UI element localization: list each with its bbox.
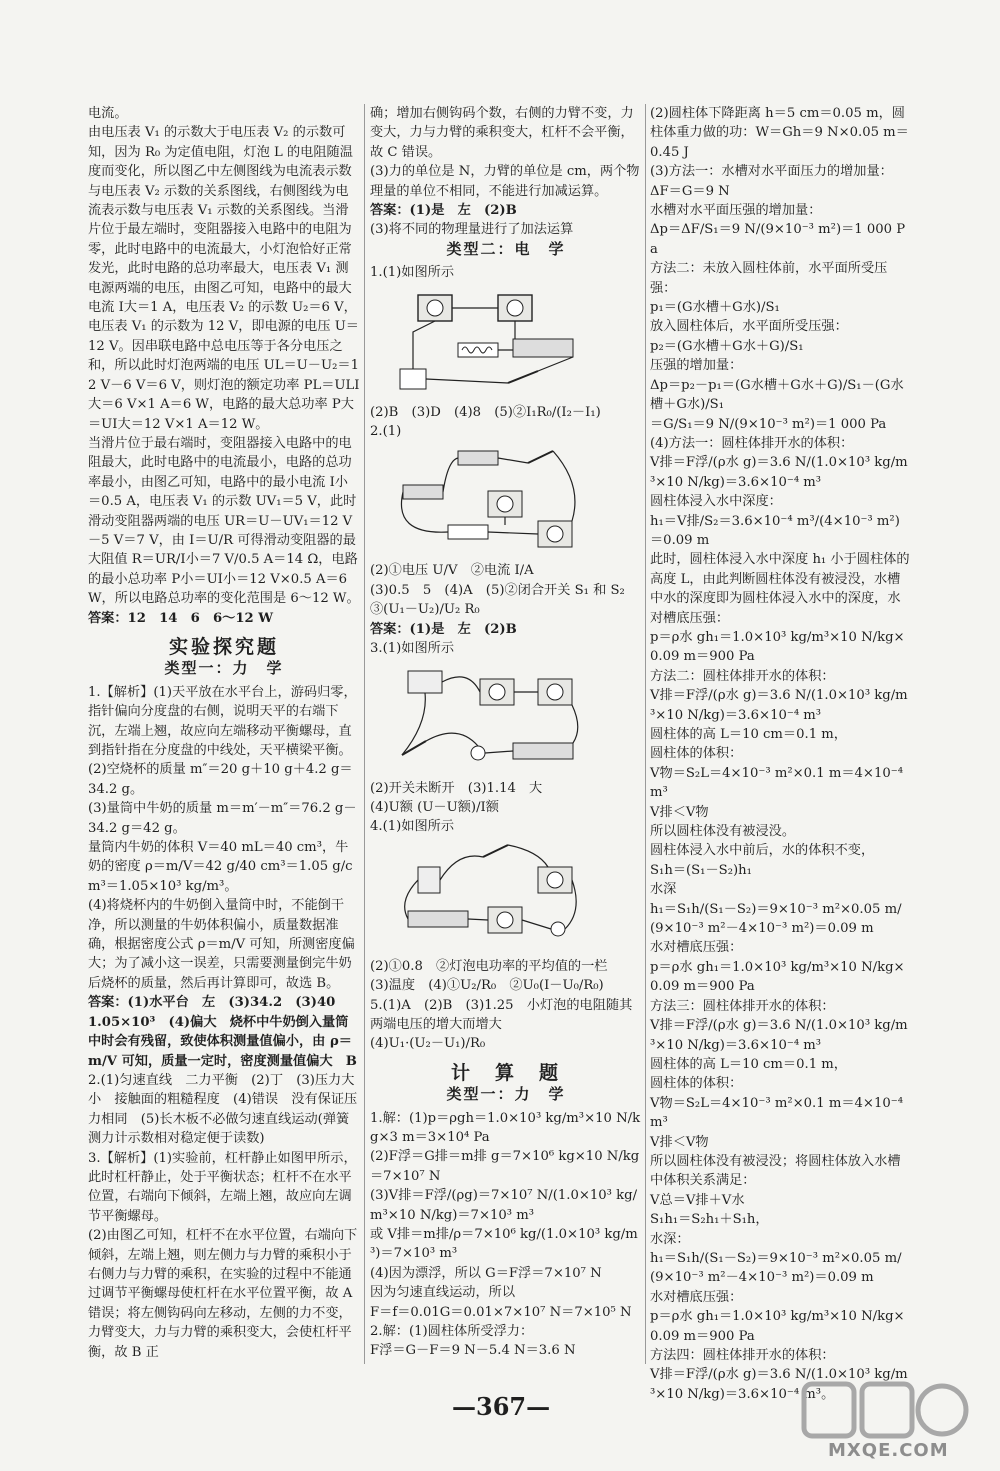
- paragraph: (3)量筒中牛奶的质量 m＝m′－m″＝76.2 g－34.2 g＝42 g。: [88, 801, 357, 836]
- answer-line: (2)①0.8 ②灯泡电功率的平均值的一栏: [370, 958, 608, 974]
- column-divider: [364, 104, 365, 1364]
- paragraph: 圆柱体浸入水中深度：: [650, 494, 782, 510]
- circuit-diagram-3: [388, 663, 642, 773]
- question-1: 1.(1)如图所示: [370, 265, 455, 281]
- subsection-title-electricity: 类型二：电 学: [446, 239, 566, 258]
- watermark-text: MXQE.COM: [828, 1440, 949, 1461]
- paragraph: 方法三：圆柱体排开水的体积：: [650, 998, 835, 1014]
- paragraph: 水对槽底压强：: [650, 940, 743, 956]
- paragraph: p＝ρ水 gh₁＝1.0×10³ kg/m³×10 N/kg×0.09 m＝900 Pa: [650, 629, 905, 665]
- paragraph: h₁＝V排/S₂＝3.6×10⁻⁴ m³/(4×10⁻³ m²)＝0.09 m: [650, 513, 900, 548]
- answer-line: 答案：(1)是 左 (2)B: [370, 203, 517, 219]
- paragraph: 所以圆柱体没有被浸没；将圆柱体放入水槽中体积关系满足：: [650, 1153, 901, 1189]
- paragraph: V排＝F浮/(ρ水 g)＝3.6 N/(1.0×10³ kg/m³×10 N/kg)＝3.6×10⁻⁴ m³。: [650, 1367, 908, 1402]
- paragraph: (4)将烧杯内的牛奶倒入量筒中时，不能倒干净，所以测量的牛奶体积偏小，质量数据准确，根据密度公式 ρ＝m/V 可知，所测密度偏大；为了减小这一误差，只需要测量倒完牛奶后烧杯的质量，然后再计算即可，故选 B。: [88, 898, 355, 991]
- answer-line: 答案：(1)水平台 左 (3)34.2 (3)40 1.05×10³ (4)偏大 烧杯中牛奶倒入量筒中时会有残留，致使体积测量值偏小，由 ρ＝m/V 可知，质量一定时，密度测量值偏大 B: [88, 995, 357, 1069]
- paragraph: V排＝F浮/(ρ水 g)＝3.6 N/(1.0×10³ kg/m³×10 N/kg)＝3.6×10⁻⁴ m³: [650, 455, 908, 490]
- column-left: [88, 104, 360, 1362]
- paragraph: 方法四：圆柱体排开水的体积：: [650, 1348, 835, 1363]
- subsection-title-mechanics-2: 类型一：力 学: [446, 1085, 566, 1104]
- paragraph: p＝ρ水 gh₁＝1.0×10³ kg/m³×10 N/kg×0.09 m＝900 Pa: [650, 959, 905, 995]
- section-title-calculation: 计 算 题: [450, 1061, 561, 1084]
- answer-line: (2)开关未断开 (3)1.14 大: [370, 780, 543, 796]
- question-3: 3.(1)如图所示: [370, 641, 455, 657]
- paragraph: p₁＝(G水槽＋G水)/S₁: [650, 300, 780, 316]
- paragraph: 圆柱体浸入水中前后，水的体积不变，: [650, 843, 875, 859]
- paragraph: V排＝F浮/(ρ水 g)＝3.6 N/(1.0×10³ kg/m³×10 N/kg)＝3.6×10⁻⁴ m³: [650, 688, 908, 723]
- paragraph: 2.解：(1)圆柱体所受浮力：: [370, 1324, 534, 1340]
- paragraph: ΔF＝G＝9 N: [650, 183, 730, 199]
- paragraph: Δp＝ΔF/S₁＝9 N/(9×10⁻³ m²)＝1 000 Pa: [650, 222, 906, 257]
- paragraph: (3)力的单位是 N，力臂的单位是 cm，两个物理量的单位不相同，不能进行加减运算。: [370, 164, 640, 199]
- paragraph: 量筒内牛奶的体积 V＝40 mL＝40 cm³，牛奶的密度 ρ＝m/V＝42 g/40 cm³＝1.05 g/cm³＝1.05×10³ kg/m³。: [88, 840, 353, 894]
- paragraph: 此时，圆柱体浸入水中深度 h₁ 小于圆柱体的高度 L，由此判断圆柱体没有被浸没，水槽中水的深度即为圆柱体浸入水中的深度，水对槽底压强：: [650, 552, 910, 626]
- subsection-title-mechanics: 类型一：力 学: [164, 659, 284, 678]
- circuit-diagram-1: [388, 287, 642, 397]
- paragraph: V总＝V排＋V水: [650, 1192, 745, 1208]
- paragraph: 由电压表 V₁ 的示数大于电压表 V₂ 的示数可知，因为 R₀ 为定值电阻，灯泡 L 的电阻随温度而变化，所以图乙中左侧图线为电流表示数与电压表 V₂ 示数的关系图线，右侧图线为电流表示数与电压表 V₁ 示数的关系图线。当滑片位于最左端时，变阻器接入电路中的电阻为零，此时电路中的电流最大，小灯泡恰好正常发光，此时电路的总功率最大，电压表 V₁ 测电源两端的电压，由图乙可知，电路中的最大电流 I大＝1 A，电压表 V₂ 的示数 U₂＝6 V，电压表 V₁ 的示数为 12 V，即电源的电压 U＝12 V。因串联电路中总电压等于各分电压之和，所以此时灯泡两端的电压 UL＝U－U₂＝12 V－6 V＝6 V，则灯泡的额定功率 PL＝ULI大＝6 V×1 A＝6 W，电路的最大总功率 P大＝UI大＝12 V×1 A＝12 W。: [88, 125, 360, 432]
- answer-line: 答案：12 14 6 6～12 W: [88, 610, 274, 626]
- section-title-experiment: 实验探究题: [168, 635, 279, 658]
- paragraph: 因为匀速直线运动，所以: [370, 1285, 516, 1301]
- paragraph: 方法二：圆柱体排开水的体积：: [650, 668, 835, 684]
- paragraph: h₁＝S₁h/(S₁－S₂)＝9×10⁻³ m²×0.05 m/(9×10⁻³ m²－4×10⁻³ m²)＝0.09 m: [650, 1250, 902, 1286]
- paragraph: 所以圆柱体没有被浸没。: [650, 824, 796, 840]
- paragraph: V物＝S₂L＝4×10⁻³ m²×0.1 m＝4×10⁻⁴ m³: [650, 765, 908, 801]
- paragraph: 圆柱体的体积：: [650, 1076, 743, 1092]
- paragraph: 圆柱体的高 L＝10 cm＝0.1 m，: [650, 1056, 847, 1072]
- paragraph: 水槽对水平面压强的增加量：: [650, 203, 822, 219]
- paragraph: ＝G/S₁＝9 N/(9×10⁻³ m²)＝1 000 Pa: [650, 416, 887, 432]
- answer-line: (2)B (3)D (4)8 (5)②I₁R₀/(I₂－I₁): [370, 404, 601, 420]
- paragraph: F浮＝G－F＝9 N－5.4 N＝3.6 N: [370, 1343, 576, 1359]
- answer-line: (3)温度 (4)①U₂/R₀ ②U₀(I－U₀/R₀): [370, 978, 604, 994]
- column-right: [650, 104, 912, 1404]
- answer-line: (4)U额 (U－U额)/I额: [370, 799, 499, 815]
- paragraph: S₁h₁＝S₂h₁＋S₁h，: [650, 1212, 769, 1228]
- paragraph: 1.【解析】(1)天平放在水平台上，游码归零，指针偏向分度盘的右侧，说明天平的右端下沉，左端上翘，故应向左端移动平衡螺母，直到指针指在分度盘的中线处，天平横梁平衡。: [88, 684, 357, 758]
- paragraph: (4)方法一：圆柱体排开水的体积：: [650, 435, 854, 451]
- paragraph: 圆柱体的高 L＝10 cm＝0.1 m，: [650, 727, 847, 742]
- paragraph: (3)V排＝F浮/(ρg)＝7×10⁷ N/(1.0×10³ kg/m³×10 N/kg)＝7×10³ m³: [370, 1188, 638, 1223]
- paragraph: Δp＝p₂－p₁＝(G水槽＋G水＋G)/S₁－(G水槽＋G水)/S₁: [650, 377, 904, 413]
- paragraph: h₁＝S₁h/(S₁－S₂)＝9×10⁻³ m²×0.05 m/(9×10⁻³ m²－4×10⁻³ m²)＝0.09 m: [650, 901, 902, 937]
- question-2: 2.(1): [370, 424, 402, 440]
- paragraph: p₂＝(G水槽＋G水＋G)/S₁: [650, 338, 804, 354]
- answer-line: (2)①电压 U/V ②电流 I/A: [370, 563, 534, 579]
- paragraph: 方法二：未放入圆柱体前，水平面所受压强：: [650, 261, 888, 296]
- question-4: 4.(1)如图所示: [370, 819, 455, 835]
- paragraph: (4)因为漂浮，所以 G＝F浮＝7×10⁷ N: [370, 1265, 602, 1281]
- paragraph: (3)方法一：水槽对水平面压力的增加量：: [650, 164, 893, 180]
- paragraph: 当滑片位于最右端时，变阻器接入电路中的电阻最大，此时电路中的电流最小，电路的总功率最小，由图乙可知，电路中的最小电流 I小＝0.5 A，电压表 V₁ 的示数 UV₁＝5 V，此时滑动变阻器两端的电压 UR＝U－UV₁＝12 V－5 V＝7 V，由 I＝U/R 可得滑动变阻器的最大阻值 R＝UR/I小＝7 V/0.5 A＝14 Ω，电路的最小总功率 P小＝UI小＝12 V×0.5 A＝6 W，所以电路总功率的变化范围是 6～12 W。: [88, 435, 360, 607]
- paragraph: 1.解：(1)p＝ρgh＝1.0×10³ kg/m³×10 N/kg×3 m＝3×10⁴ Pa: [370, 1110, 641, 1145]
- paragraph: 电流。: [88, 106, 128, 121]
- paragraph: 水对槽底压强：: [650, 1289, 743, 1305]
- paragraph: V物＝S₂L＝4×10⁻³ m²×0.1 m＝4×10⁻⁴ m³: [650, 1095, 908, 1131]
- paragraph: (2)F浮＝G排＝m排 g＝7×10⁶ kg×10 N/kg＝7×10⁷ N: [370, 1149, 640, 1184]
- answer-line: (3)0.5 5 (4)A (5)②闭合开关 S₁ 和 S₂ ③(U₁－U₂)/U₂ R₀: [370, 582, 639, 618]
- paragraph: 水深：: [650, 1231, 690, 1247]
- circuit-diagram-4: [388, 841, 642, 951]
- paragraph: V排＝F浮/(ρ水 g)＝3.6 N/(1.0×10³ kg/m³×10 N/kg)＝3.6×10⁻⁴ m³: [650, 1018, 908, 1053]
- answer-line: 答案：(1)是 左 (2)B: [370, 621, 517, 637]
- column-middle: [370, 104, 642, 1361]
- paragraph: V排＜V物: [650, 1134, 709, 1150]
- paragraph: S₁h＝(S₁－S₂)h₁: [650, 862, 752, 878]
- paragraph: (2)空烧杯的质量 m″＝20 g＋10 g＋4.2 g＝34.2 g。: [88, 762, 353, 797]
- paragraph: 2.(1)匀速直线 二力平衡 (2)丁 (3)压力大小 接触面的粗糙程度 (4)错误 没有保证压力相同 (5)长木板不必做匀速直线运动(弹簧测力计示数相对稳定便于读数): [88, 1072, 358, 1147]
- circuit-diagram-2: [388, 445, 642, 555]
- answer-line: (4)U₁·(U₂－U₁)/R₀: [370, 1036, 486, 1052]
- paragraph: F＝f＝0.01G＝0.01×7×10⁷ N＝7×10⁵ N: [370, 1304, 632, 1320]
- column-divider: [645, 104, 646, 1364]
- paragraph: 水深: [650, 882, 677, 898]
- paragraph: (2)圆柱体下降距离 h＝5 cm＝0.05 m，圆柱体重力做的功：W＝Gh＝9 N×0.05 m＝0.45 J: [650, 106, 909, 160]
- answer-line: 5.(1)A (2)B (3)1.25 小灯泡的电阻随其两端电压的增大而增大: [370, 997, 633, 1032]
- paragraph: 压强的增加量：: [650, 358, 743, 374]
- paragraph: p＝ρ水 gh₁＝1.0×10³ kg/m³×10 N/kg×0.09 m＝900 Pa: [650, 1309, 905, 1344]
- paragraph: 圆柱体的体积：: [650, 746, 743, 762]
- paragraph: 确；增加右侧钩码个数，右侧的力臂不变，力变大，力与力臂的乘积变大，杠杆不会平衡，故 C 错误。: [370, 106, 634, 160]
- paragraph: (2)由图乙可知，杠杆不在水平位置，右端向下倾斜，左端上翘，则左侧力与力臂的乘积小于右侧力与力臂的乘积，在实验的过程中不能通过调节平衡螺母使杠杆在水平位置平衡，故 A 错误；将左侧钩码向左移动，左侧的力不变，力臂变大，力与力臂的乘积变大，会使杠杆平衡，故 B 正: [88, 1228, 358, 1360]
- paragraph: V排＜V物: [650, 804, 709, 820]
- page-number: —367—: [452, 1392, 551, 1421]
- paragraph: 放入圆柱体后，水平面所受压强：: [650, 319, 848, 335]
- paragraph: (3)将不同的物理量进行了加法运算: [370, 222, 574, 238]
- paragraph: 3.【解析】(1)实验前，杠杆静止如图甲所示，此时杠杆静止，处于平衡状态；杠杆不在水平位置，右端向下倾斜，左端上翘，故应向左调节平衡螺母。: [88, 1150, 357, 1224]
- paragraph: 或 V排＝m排/ρ＝7×10⁶ kg/(1.0×10³ kg/m³)＝7×10³ m³: [370, 1227, 638, 1262]
